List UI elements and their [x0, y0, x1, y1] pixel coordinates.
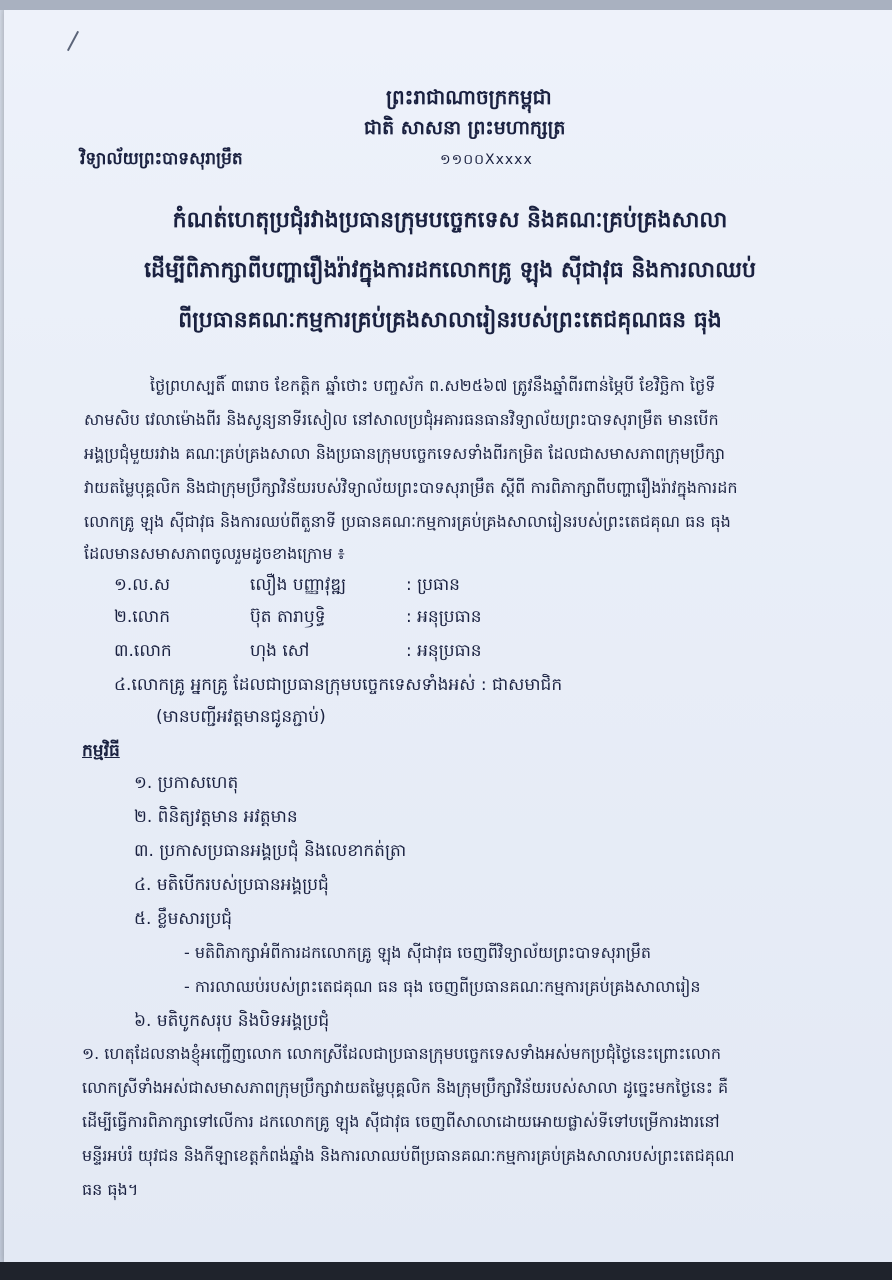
pen-mark [67, 31, 79, 51]
member-role: : អនុប្រធាន [406, 607, 482, 627]
intro-line-3: អង្គប្រជុំមួយរវាង គណៈគ្រប់គ្រងសាលា និងប្រធានក្រុមបច្ចេកទេសទាំងពីរកម្រិត ដែលជាសមាសភាពក្រុមប្រឹក្សា [84, 444, 725, 463]
university-name: វិទ្យាល័យព្រះបាទសុរាម្រឹត [80, 149, 243, 169]
title-line-1: កំណត់ហេតុប្រជុំរវាងប្រធានក្រុមបច្ចេកទេស និងគណៈគ្រប់គ្រងសាលា [172, 207, 728, 233]
title-line-2: ដើម្បីពិភាក្សាពីបញ្ហារឿងរ៉ាវក្នុងការដកលោកគ្រូ ឡុង ស៊ីជាវុធ និងការលាឈប់ [144, 257, 756, 283]
member-name: ហុង សៅ [250, 641, 310, 661]
agenda-item: ១. ប្រកាសហេតុ [134, 773, 239, 793]
agenda-item: ៣. ប្រកាសប្រធានអង្គប្រជុំ និងលេខាកត់ត្រា [134, 841, 407, 861]
intro-line-4: វាយតម្លៃបុគ្គលិក និងជាក្រុមប្រឹក្សាវិន័យរបស់វិទ្យាល័យព្រះបាទសុរាម្រឹត ស្តីពី ការពិភាក្សាពីបញ្ហារឿងរ៉ាវក្នុងការដក [84, 478, 738, 497]
members-technical-heads: ៤.លោកគ្រូ អ្នកគ្រូ ដែលជាប្រធានក្រុមបច្ចេកទេសទាំងអស់ : ជាសមាជិក [114, 675, 563, 695]
closing-line-2: លោកស្រីទាំងអស់ជាសមាសភាពក្រុមប្រឹក្សាវាយតម្លៃបុគ្គលិក និងក្រុមប្រឹក្សាវិន័យរបស់សាលា ដូច្នេះមកថ្ងៃនេះ គឺ [82, 1078, 729, 1097]
attendance-note: (មានបញ្ជីអវត្តមានជូនភ្ជាប់) [156, 707, 326, 727]
national-motto: ជាតិ សាសនា ព្រះមហាក្សត្រ [364, 117, 566, 139]
intro-line-5: លោកគ្រូ ឡុង ស៊ីជាវុធ និងការឈប់ពីតួនាទី ប្រធានគណៈកម្មការគ្រប់គ្រងសាលារៀនរបស់ព្រះតេជគុណ ធន ធុង [84, 512, 731, 531]
intro-line-1: ថ្ងៃព្រហស្បតិ៍ ៣រោច ខែកត្តិក ឆ្នាំថោះ បញ្ចស័ក ព.ស២៥៦៧ ត្រូវនឹងឆ្នាំពីរពាន់ម្ភៃបី ខែវិច្ឆិកា ថ្ងៃទី [150, 376, 716, 395]
agenda-heading: កម្មវិធី [82, 741, 120, 761]
member-role: : ប្រធាន [406, 575, 460, 595]
desk-shadow [0, 1262, 892, 1280]
member-index: ៣.លោក [114, 641, 172, 661]
kingdom-heading: ព្រះរាជាណាចក្រកម្ពុជា [386, 85, 552, 109]
member-name: ប៊ុត តារាឫទ្ធិ [250, 607, 326, 627]
agenda-item: ៦. មតិបូកសរុប និងបិទអង្គប្រជុំ [134, 1011, 330, 1031]
closing-line-5: ធន ធុង។ [82, 1180, 139, 1199]
document-number: ១១០០Xxxxx [440, 152, 533, 168]
member-name: លឿង បញ្ញាវុឌ្ឍ [250, 575, 347, 595]
agenda-sub-item: - មតិពិភាក្សាអំពីការដកលោកគ្រូ ឡុង ស៊ីជាវុធ ចេញពីវិទ្យាល័យព្រះបាទសុរាម្រឹត [184, 943, 652, 962]
member-index: ១.ល.ស [114, 575, 171, 595]
closing-line-1: ១. ហេតុដែលនាងខ្ញុំអញ្ជើញលោក លោកស្រីដែលជាប្រធានក្រុមបច្ចេកទេសទាំងអស់មកប្រជុំថ្ងៃនេះព្រោះលោក [82, 1044, 722, 1063]
member-role: : អនុប្រធាន [406, 641, 482, 661]
agenda-item: ៥. ខ្លឹមសារប្រជុំ [134, 909, 233, 929]
agenda-sub-item: - ការលាឈប់របស់ព្រះតេជគុណ ធន ធុង ចេញពីប្រធានគណៈកម្មការគ្រប់គ្រងសាលារៀន [184, 977, 701, 996]
intro-line-2: សាមសិប វេលាម៉ោងពីរ និងសូន្យនាទីរសៀល នៅសាលប្រជុំអគារធនធានវិទ្យាល័យព្រះបាទសុរាម្រឹត មានបើក [84, 410, 719, 429]
paper-top-edge [0, 0, 892, 10]
title-line-3: ពីប្រធានគណៈកម្មការគ្រប់គ្រងសាលារៀនរបស់ព្រះតេជគុណធន ធុង [178, 307, 722, 333]
member-index: ២.លោក [114, 607, 171, 627]
document-page [4, 0, 892, 1262]
intro-line-6: ដែលមានសមាសភាពចូលរួមដូចខាងក្រោម ៖ [84, 544, 345, 563]
closing-line-4: មន្ទីរអប់រំ យុវជន និងកីឡាខេត្តកំពង់ឆ្នាំង និងការលាឈប់ពីប្រធានគណៈកម្មការគ្រប់គ្រងសាលារបស់ព្រះតេជគុណ [82, 1146, 735, 1165]
closing-line-3: ដើម្បីធ្វើការពិភាក្សាទៅលើការ ដកលោកគ្រូ ឡុង ស៊ីជាវុធ ចេញពីសាលាដោយអោយផ្លាស់ទីទៅបម្រើការងារនៅ [82, 1112, 720, 1131]
agenda-item: ២. ពិនិត្យវត្តមាន អវត្តមាន [134, 807, 298, 827]
agenda-item: ៤. មតិបើករបស់ប្រធានអង្គប្រជុំ [134, 875, 329, 895]
